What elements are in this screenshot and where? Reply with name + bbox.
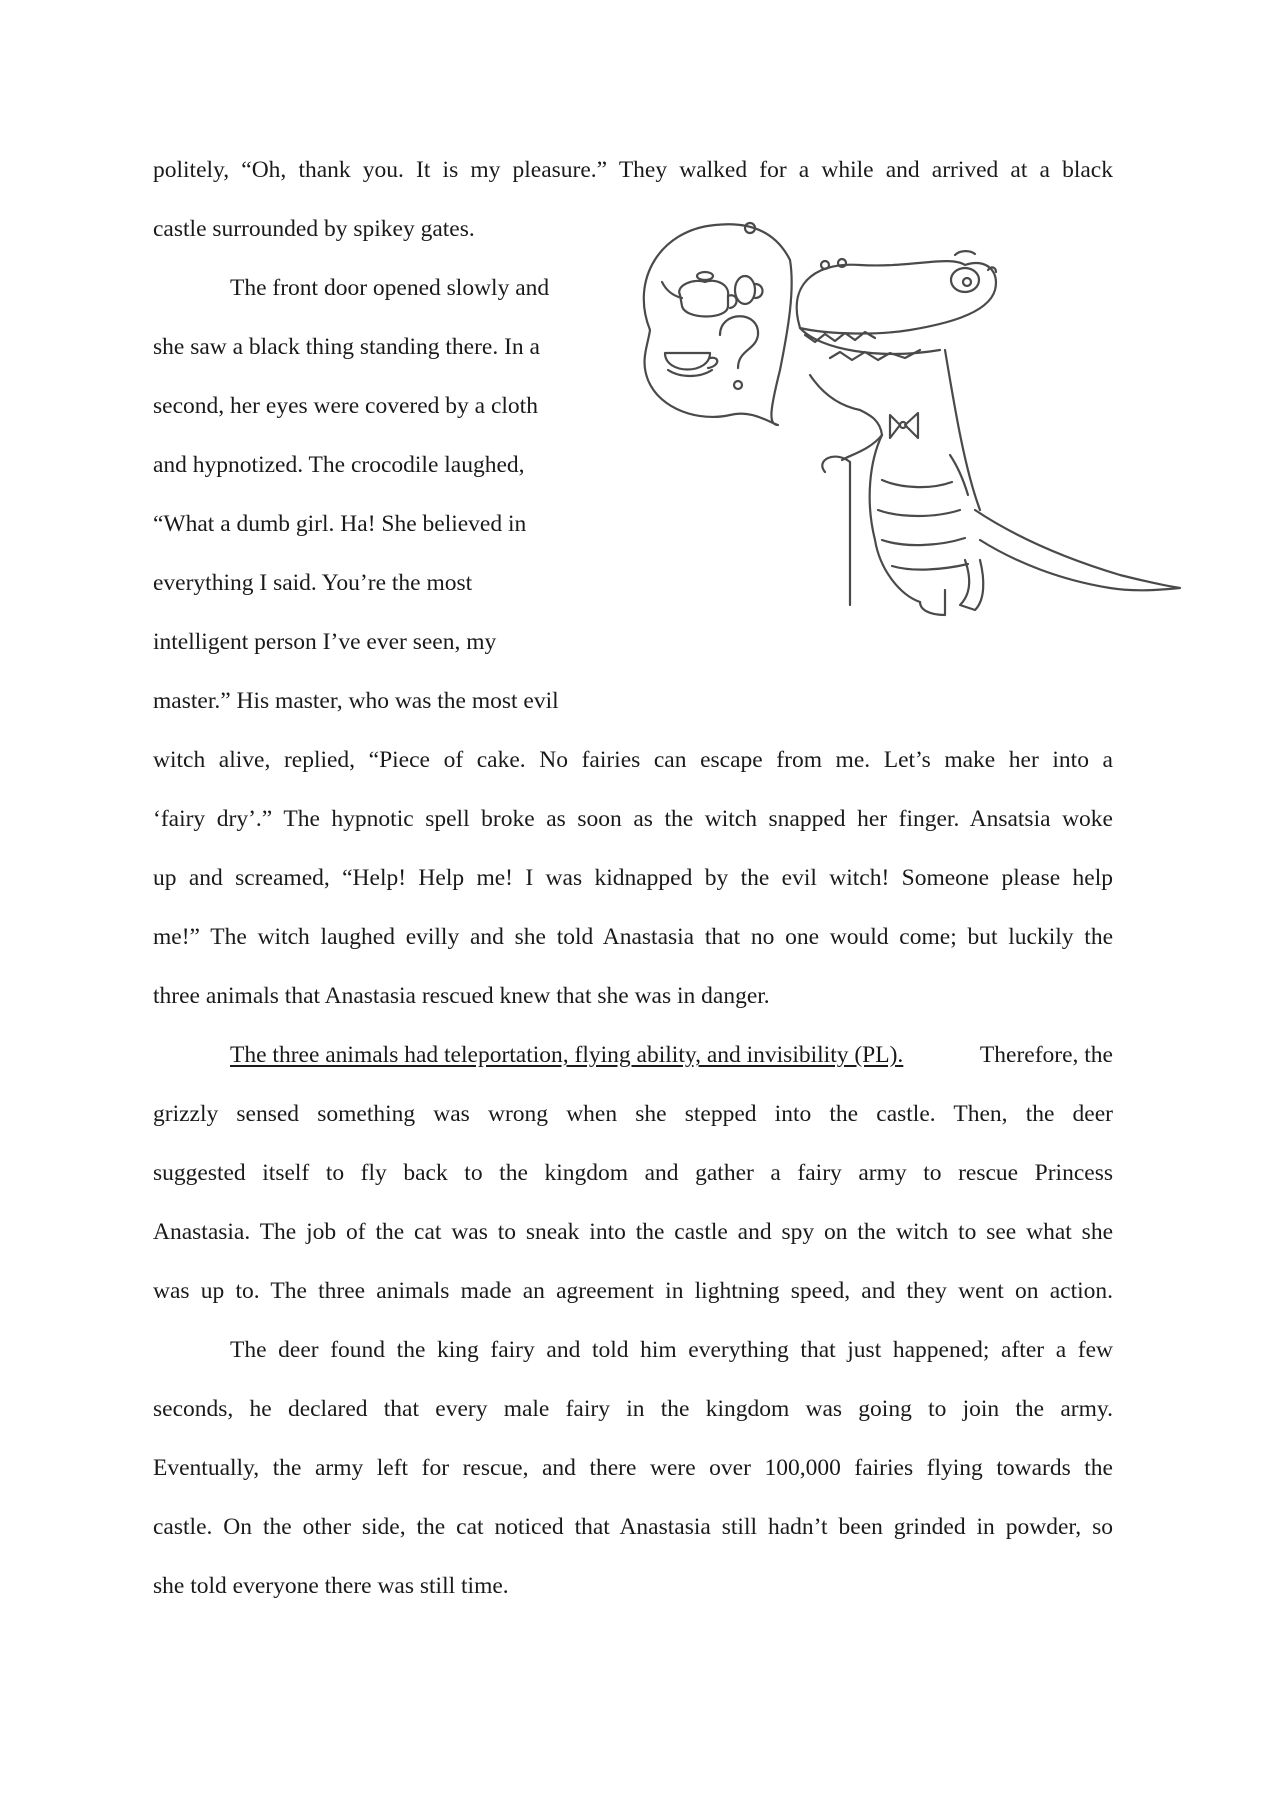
text-line: The front door opened slowly and <box>230 275 550 301</box>
question-mark-icon <box>720 316 758 368</box>
text-line: castle surrounded by spikey gates. <box>153 216 475 242</box>
text-line: Eventually, the army left for rescue, and there were over 100,000 fairies flying towards the <box>153 1455 1113 1481</box>
text-line: The deer found the king fairy and told him everything that just happened; after a few <box>230 1337 1113 1363</box>
text-span: Therefore, the <box>979 1042 1113 1068</box>
crocodile-illustration <box>620 210 1220 710</box>
text-line: seconds, he declared that every male fairy in the kingdom was going to join the army. <box>153 1396 1113 1422</box>
text-line: witch alive, replied, “Piece of cake. No fairies can escape from me. Let’s make her into a <box>153 747 1113 773</box>
underlined-sentence: The three animals had teleportation, flying ability, and invisibility (PL). <box>230 1042 904 1068</box>
cup-icon <box>735 276 755 304</box>
text-line: politely, “Oh, thank you. It is my pleasure.” They walked for a while and arrived at a black <box>153 157 1113 183</box>
text-line: me!” The witch laughed evilly and she told Anastasia that no one would come; but luckily the <box>153 924 1113 950</box>
text-line: and hypnotized. The crocodile laughed, <box>153 452 525 478</box>
text-line: master.” His master, who was the most evil <box>153 688 559 714</box>
crocodile-eye <box>951 268 979 292</box>
text-line: was up to. The three animals made an agreement in lightning speed, and they went on action. <box>153 1278 1113 1304</box>
teapot-icon <box>679 281 728 317</box>
crocodile-tail <box>975 510 1180 590</box>
text-line: grizzly sensed something was wrong when she stepped into the castle. Then, the deer <box>153 1101 1113 1127</box>
text-line: ‘fairy dry’.” The hypnotic spell broke as soon as the witch snapped her finger. Ansatsia woke <box>153 806 1113 832</box>
teapot-lid <box>697 272 713 280</box>
text-line: intelligent person I’ve ever seen, my <box>153 629 497 655</box>
text-line: up and screamed, “Help! Help me! I was kidnapped by the evil witch! Someone please help <box>153 865 1113 891</box>
cane-icon <box>822 457 850 605</box>
text-line: she told everyone there was still time. <box>153 1573 509 1599</box>
text-line <box>230 1040 1113 1070</box>
text-line: everything I said. You’re the most <box>153 570 473 596</box>
crocodile-head <box>797 261 996 333</box>
text-line: castle. On the other side, the cat noticed that Anastasia still hadn’t been grinded in powder, so <box>153 1514 1113 1540</box>
text-line: Anastasia. The job of the cat was to sneak into the castle and spy on the witch to see what she <box>153 1219 1113 1245</box>
thought-bubble <box>644 224 792 425</box>
text-line: “What a dumb girl. Ha! She believed in <box>153 511 527 537</box>
text-line: she saw a black thing standing there. In a <box>153 334 540 360</box>
text-line: suggested itself to fly back to the kingdom and gather a fairy army to rescue Princess <box>153 1160 1113 1186</box>
bow-tie-icon <box>890 415 900 438</box>
text-line: three animals that Anastasia rescued knew that she was in danger. <box>153 983 770 1009</box>
crocodile-body <box>810 375 882 435</box>
teacup-icon <box>665 353 710 370</box>
text-line: second, her eyes were covered by a cloth <box>153 393 538 419</box>
